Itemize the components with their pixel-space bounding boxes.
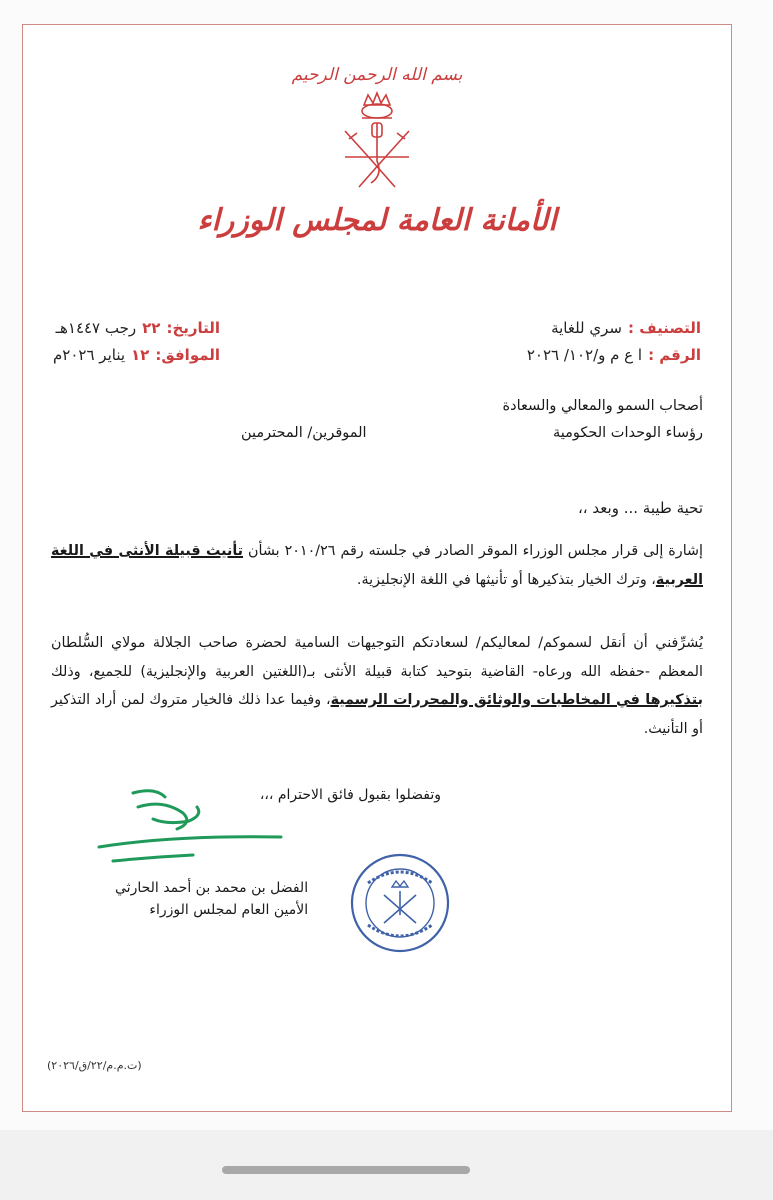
date-day: ٢٢: [142, 319, 161, 337]
classification-block: [527, 315, 701, 369]
signer-block: [115, 877, 308, 921]
date-block: [53, 315, 220, 369]
date-label: التاريخ:: [166, 319, 221, 337]
corresponding-label: الموافق:: [155, 346, 221, 364]
greeting: تحية طيبة ... وبعد ،،: [577, 499, 703, 517]
paragraph-2-text-b: ، وفيما عدا ذلك فالخيار متروك لمن أراد التذكير أو التأنيث.: [51, 692, 703, 737]
corresponding-day: ١٢: [131, 346, 150, 364]
official-stamp-icon: [348, 851, 452, 959]
signer-name: الفضل بن محمد بن أحمد الحارثي: [115, 880, 309, 896]
paragraph-2-text-a: يُشرِّفني أن أنقل لسموكم/ لمعاليكم/ لسعادتكم التوجيهات السامية لحضرة صاحب الجلالة مولاي السُّلطان المعظم -حفظه الله ورعاه- القاضية بتوحيد كتابة قبيلة الأنثى بـ(اللغتين العربية والإنجليزية) للجميع، وذلك: [51, 635, 703, 680]
addressee-line2: رؤساء الوحدات الحكومية: [552, 425, 703, 441]
addressee-honorific: الموقرين/ المحترمين: [241, 425, 367, 441]
paragraph-2: [51, 629, 703, 743]
letterhead: [23, 65, 731, 238]
official-letter: [22, 24, 732, 1112]
classification-value: سري للغاية: [551, 319, 622, 337]
national-emblem-icon: [23, 91, 731, 199]
number-label: الرقم :: [648, 346, 701, 364]
reference-code: (ت.م.م/٢٢/ق/٢٠٢٦): [47, 1059, 142, 1072]
closing-line: وتفضلوا بقبول فائق الاحترام ،،،: [259, 787, 441, 803]
addressee-line1: أصحاب السمو والمعالي والسعادة: [502, 398, 703, 414]
number-value: ا ع م و/١٠٢/ ٢٠٢٦: [526, 346, 643, 364]
classification-label: التصنيف :: [627, 319, 701, 337]
paragraph-1: [51, 537, 703, 594]
paragraph-1-text-b: ، وترك الخيار بتذكيرها أو تأنيثها في اللغة الإنجليزية.: [356, 571, 656, 588]
letter-meta: [53, 315, 701, 375]
basmala: بسم الله الرحمن الرحيم: [291, 65, 463, 85]
handwritten-signature: [93, 785, 293, 879]
paragraph-2-bold: بتذكيرها في المخاطبات والوثائق والمحررات الرسمية: [330, 692, 703, 708]
paragraph-1-text-a: إشارة إلى قرار مجلس الوزراء الموقر الصادر في جلسته رقم ٢٠١٠/٢٦ بشأن: [248, 543, 704, 559]
date-value: رجب ١٤٤٧هـ: [55, 319, 137, 337]
addressee: [51, 393, 703, 447]
organization-name: الأمانة العامة لمجلس الوزراء: [197, 203, 557, 238]
signer-title: الأمين العام لمجلس الوزراء: [149, 902, 309, 918]
corresponding-value: يناير ٢٠٢٦م: [53, 346, 126, 364]
home-indicator[interactable]: [222, 1166, 470, 1174]
paragraph-1-bold: تأنيث قبيلة الأنثى في اللغة العربية: [51, 543, 703, 588]
